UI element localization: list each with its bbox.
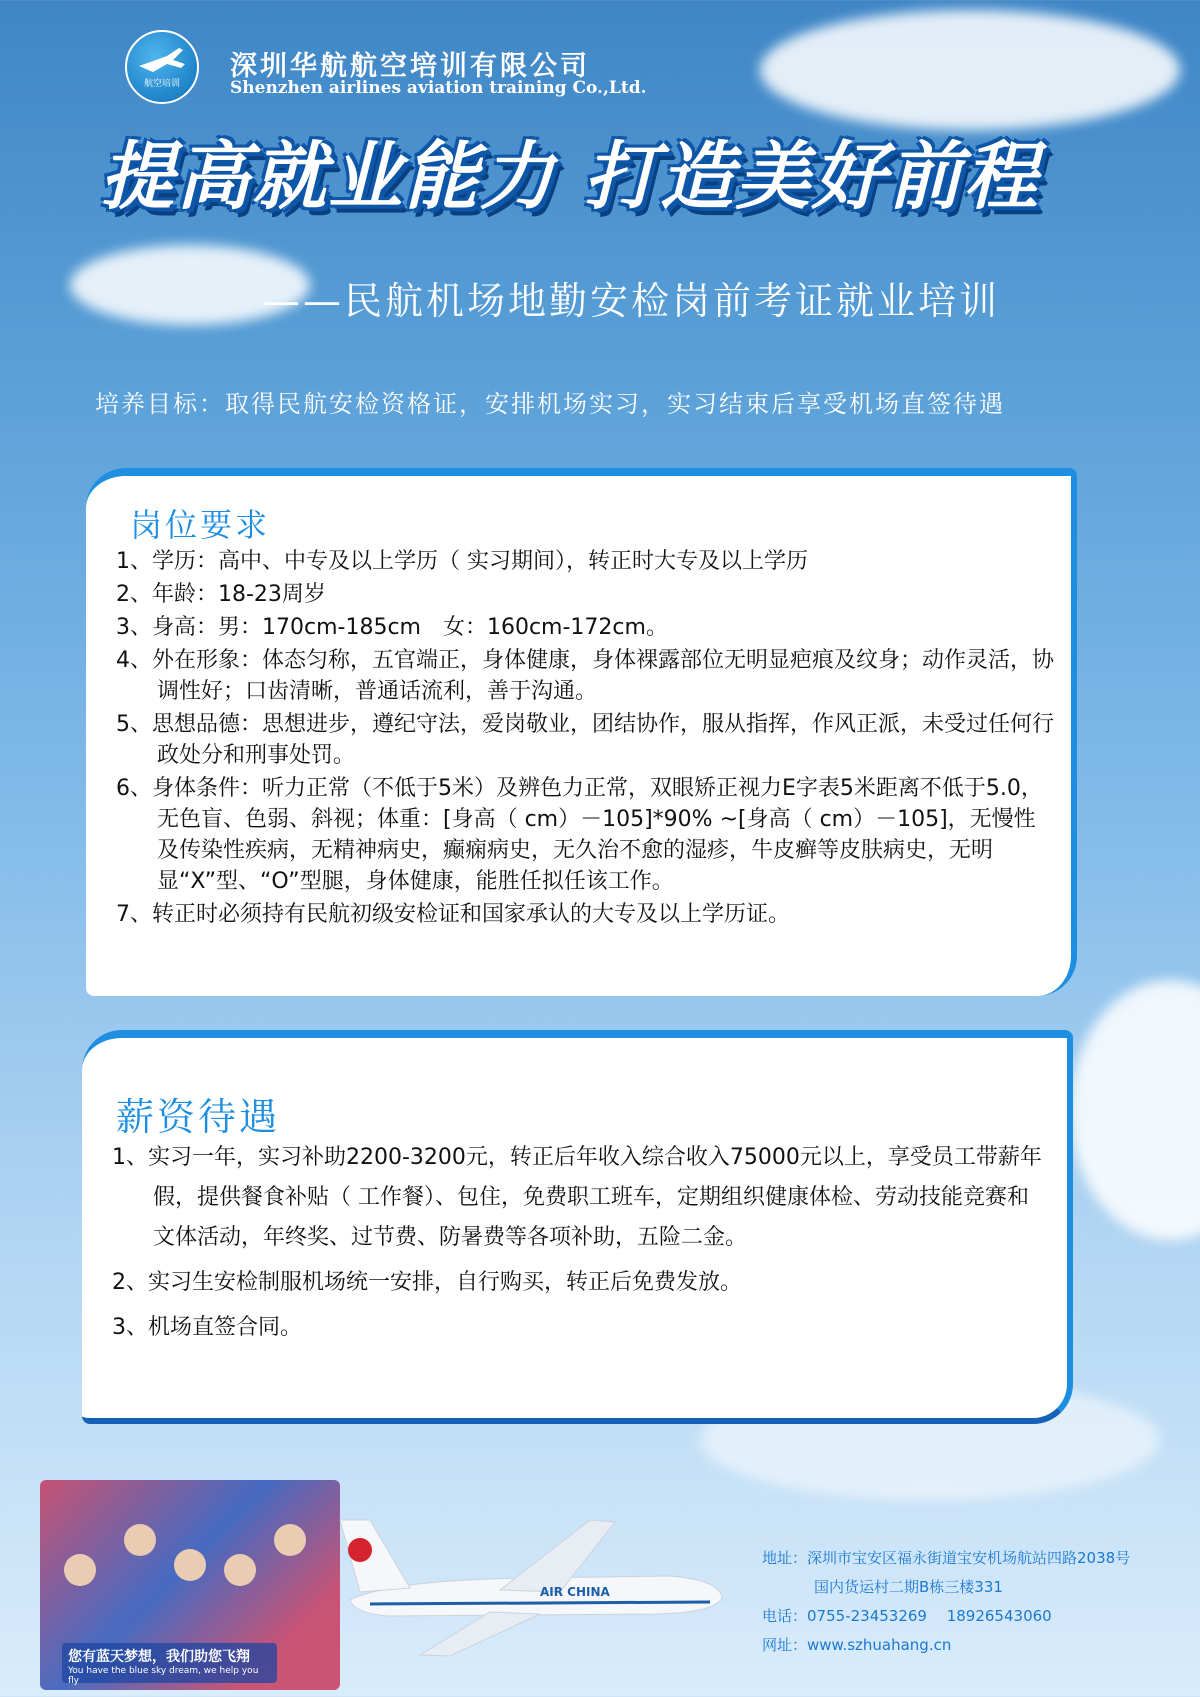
address-label: 地址： <box>762 1549 808 1567</box>
slogan-en: You have the blue sky dream, we help you fly <box>68 1666 259 1686</box>
list-item: 2、年龄：18-23周岁 <box>116 582 326 607</box>
contact-info <box>762 1544 1130 1660</box>
list-item: 5、思想品德：思想进步，遵纪守法，爱岗敬业，团结协作，服从指挥，作风正派，未受过任何行政处分和刑事处罚。 <box>116 712 1055 768</box>
requirements-card <box>86 468 1077 996</box>
slogan-banner <box>62 1643 277 1686</box>
plane-livery: AIR CHINA <box>540 1585 610 1599</box>
cloud-top-right <box>760 10 1180 130</box>
list-item: 6、身体条件：听力正常（不低于5米）及辨色力正常，双眼矫正视力E字表5米距离不低于5.0，无色盲、色弱、斜视；体重：[身高（ cm）－105]*90% ~[身高（ cm）－105]，无慢性及传染性疾病，无精神病史，癫痫病史，无久治不愈的湿疹，牛皮癣等皮肤病史，无明显“X”型、“O”型腿，身体健康，能胜任拟任该工作。 <box>116 776 1043 894</box>
list-item: 7、转正时必须持有民航初级安检证和国家承认的大专及以上学历证。 <box>116 902 790 927</box>
company-name-en: Shenzhen airlines aviation training Co.,Ltd. <box>230 78 647 98</box>
company-logo <box>125 30 199 104</box>
headline: 提高就业能力 打造美好前程 <box>100 134 1040 220</box>
list-item: 1、学历：高中、中专及以上学历（ 实习期间），转正时大专及以上学历 <box>116 549 808 574</box>
list-item: 3、身高：男：170cm-185cm 女：160cm-172cm。 <box>116 615 668 640</box>
address-line2: 国内货运村二期B栋三楼331 <box>814 1578 1003 1596</box>
website-link[interactable]: www.szhuahang.cn <box>807 1636 952 1654</box>
salary-title: 薪资待遇 <box>116 1095 281 1139</box>
requirements-title: 岗位要求 <box>130 506 271 544</box>
web-label: 网址： <box>762 1636 808 1654</box>
salary-list <box>112 1138 1042 1353</box>
logo-text: 航空培训 <box>143 79 180 89</box>
company-name-cn: 深圳华航航空培训有限公司 <box>230 51 590 82</box>
phone-number: 0755-23453269 18926543060 <box>807 1607 1052 1625</box>
cloud-right <box>1070 980 1200 1240</box>
requirements-list <box>116 546 1056 932</box>
list-item: 2、实习生安检制服机场统一安排，自行购买，转正后免费发放。 <box>112 1270 742 1295</box>
subheadline: ——民航机场地勤安检岗前考证就业培训 <box>262 279 1001 323</box>
list-item: 3、机场直签合同。 <box>112 1315 302 1340</box>
address-line1: 深圳市宝安区福永街道宝安机场航站四路2038号 <box>807 1549 1131 1567</box>
phone-label: 电话： <box>762 1607 808 1625</box>
airplane-icon <box>330 1480 730 1660</box>
salary-card <box>82 1030 1073 1424</box>
list-item: 4、外在形象：体态匀称，五官端正，身体健康，身体裸露部位无明显疤痕及纹身；动作灵活，协调性好；口齿清晰，普通话流利，善于沟通。 <box>116 648 1055 704</box>
list-item: 1、实习一年，实习补助2200-3200元，转正后年收入综合收入75000元以上，享受员工带薪年假，提供餐食补贴（ 工作餐）、包住，免费职工班车，定期组织健康体检、劳动技能竞赛和文体活动，年终奖、过节费、防暑费等各项补助，五险二金。 <box>112 1145 1042 1250</box>
training-goal: 培养目标：取得民航安检资格证，安排机场实习，实习结束后享受机场直签待遇 <box>95 390 1005 418</box>
slogan-cn: 您有蓝天梦想，我们助您飞翔 <box>68 1649 250 1665</box>
